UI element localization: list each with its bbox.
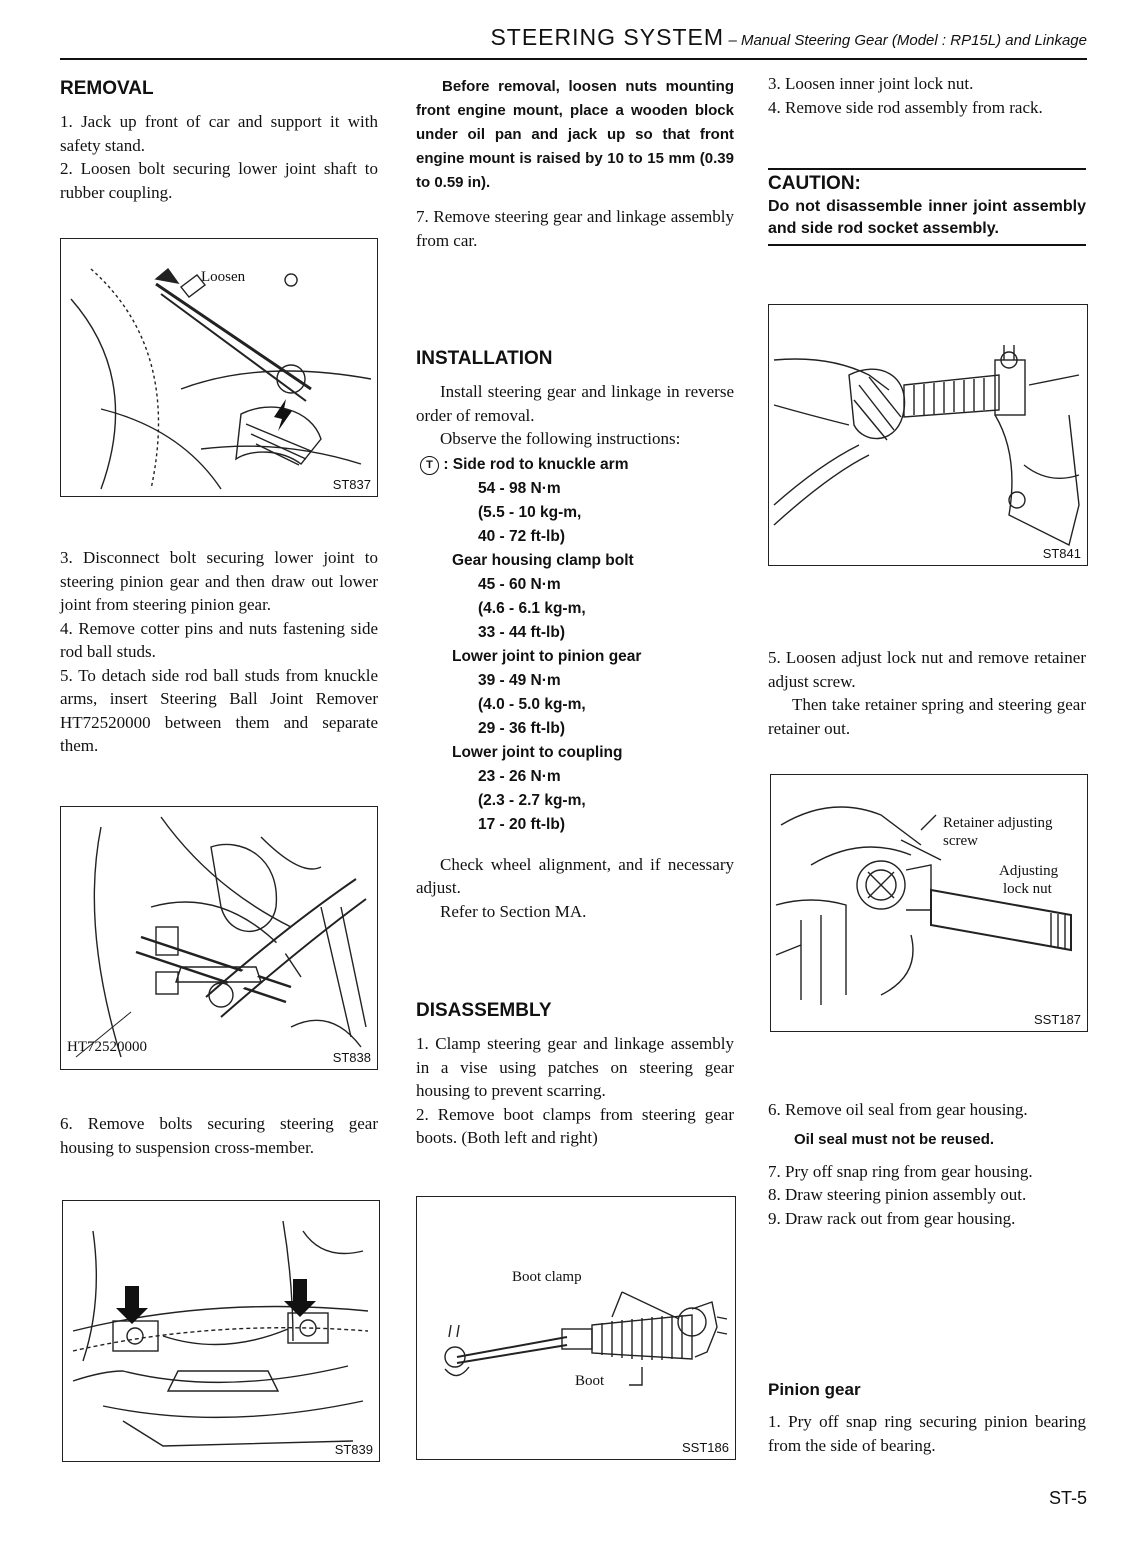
tool-label: HT72520000 — [67, 1039, 147, 1055]
removal-heading: REMOVAL — [60, 78, 154, 99]
torque-item-1 — [420, 453, 734, 477]
removal-step-5: 5. To detach side rod ball studs from knuckle arms, insert Steering Ball Joint Remover HT72520000 between them and separate them. — [60, 665, 378, 755]
figure-id: ST837 — [332, 477, 371, 492]
removal-step-4: 4. Remove cotter pins and nuts fastening side rod ball studs. — [60, 618, 378, 661]
disassembly-step-7: 7. Pry off snap ring from gear housing. — [768, 1161, 1033, 1181]
removal-step-1: 1. Jack up front of car and support it with safety stand. — [60, 112, 378, 155]
removal-step-7: 7. Remove steering gear and linkage assembly from car. — [416, 207, 734, 250]
figure-st838-drawing — [61, 807, 377, 1069]
figure-st838 — [60, 806, 378, 1070]
torque-value: 45 - 60 N·m — [478, 575, 561, 593]
figure-sst187-drawing — [771, 775, 1087, 1031]
torque-value: 40 - 72 ft-lb) — [478, 527, 565, 545]
removal-note-block — [416, 75, 734, 252]
torque-item-title: Lower joint to coupling — [452, 743, 623, 761]
lock-nut-label: Adjusting — [999, 863, 1059, 879]
torque-value: 33 - 44 ft-lb) — [478, 623, 565, 641]
figure-st839 — [62, 1200, 380, 1462]
installation-p4: Refer to Section MA. — [440, 901, 587, 921]
disassembly-step-9: 9. Draw rack out from gear housing. — [768, 1208, 1016, 1228]
disassembly-step-8: 8. Draw steering pinion assembly out. — [768, 1185, 1027, 1204]
installation-p3: Check wheel alignment, and if necessary adjust. — [416, 854, 734, 897]
figure-sst186-drawing — [417, 1197, 735, 1459]
disassembly-step-2: 2. Remove boot clamps from steering gear boots. (Both left and right) — [416, 1104, 734, 1147]
page-number: ST-5 — [1048, 1488, 1087, 1508]
torque-value: 23 - 26 N·m — [478, 767, 561, 785]
figure-id: ST839 — [334, 1442, 373, 1457]
disassembly-heading: DISASSEMBLY — [416, 1000, 552, 1021]
header-rule — [60, 58, 1087, 60]
torque-icon: T — [420, 456, 439, 475]
disassembly-step-5a: 5. Loosen adjust lock nut and remove retainer adjust screw. — [768, 648, 1086, 691]
disassembly-step-1: 1. Clamp steering gear and linkage assembly in a vise using patches on steering gear housing to prevent scarring. — [416, 1034, 734, 1100]
removal-step-6-block — [60, 1112, 378, 1159]
torque-item-title: Gear housing clamp bolt — [452, 551, 634, 569]
retainer-screw-label-2: screw — [943, 833, 978, 849]
torque-value: (4.6 - 6.1 kg-m, — [478, 599, 586, 617]
header-subtitle: – Manual Steering Gear (Model : RP15L) and Linkage — [728, 32, 1087, 49]
disassembly-step-4: 4. Remove side rod assembly from rack. — [768, 97, 1043, 117]
caution-body: Do not disassemble inner joint assembly and side rod socket assembly. — [768, 198, 1086, 237]
boot-clamp-label: Boot clamp — [512, 1269, 582, 1285]
removal-note: Before removal, loosen nuts mounting front engine mount, place a wooden block under oil pan and jack up so that front engine mount is raised by 10 to 15 mm (0.39 to 0.59 in). — [416, 78, 734, 191]
torque-list — [416, 453, 734, 837]
retainer-screw-label: Retainer adjusting — [943, 815, 1053, 831]
removal-step-2: 2. Loosen bolt securing lower joint shaft to rubber coupling. — [60, 159, 378, 202]
header-title: STEERING SYSTEM — [490, 24, 724, 50]
disassembly-steps-6-9 — [768, 1098, 1086, 1230]
removal-steps-3-5 — [60, 546, 378, 758]
figure-id: ST841 — [1042, 546, 1081, 561]
installation-section — [416, 348, 734, 923]
figure-id: SST186 — [682, 1440, 729, 1455]
caution-title: CAUTION: — [768, 173, 861, 194]
boot-label: Boot — [575, 1373, 605, 1389]
loosen-label: Loosen — [201, 269, 246, 285]
torque-value: (5.5 - 10 kg-m, — [478, 503, 582, 521]
oil-seal-note: Oil seal must not be reused. — [794, 1130, 995, 1148]
figure-sst187 — [770, 774, 1088, 1032]
figure-id: SST187 — [1034, 1012, 1081, 1027]
disassembly-steps-3-4 — [768, 72, 1086, 119]
lock-nut-label-2: lock nut — [1003, 881, 1052, 897]
disassembly-section — [416, 1000, 734, 1150]
disassembly-step-6: 6. Remove oil seal from gear housing. — [768, 1100, 1028, 1119]
figure-st841-drawing — [769, 305, 1087, 565]
installation-p1: Install steering gear and linkage in reverse order of removal. — [416, 382, 734, 425]
torque-value: 29 - 36 ft-lb) — [478, 719, 565, 737]
caution-box — [768, 168, 1086, 246]
figure-st839-drawing — [63, 1201, 379, 1461]
torque-item-title: : Side rod to knuckle arm — [443, 455, 629, 473]
pinion-step-1: 1. Pry off snap ring securing pinion bearing from the side of bearing. — [768, 1412, 1086, 1455]
torque-value: (4.0 - 5.0 kg-m, — [478, 695, 586, 713]
pinion-heading: Pinion gear — [768, 1380, 861, 1399]
removal-section — [60, 78, 378, 204]
removal-step-3: 3. Disconnect bolt securing lower joint to steering pinion gear and then draw out lower joint from steering pinion gear. — [60, 548, 378, 614]
torque-value: 39 - 49 N·m — [478, 671, 561, 689]
page-header — [60, 20, 1087, 56]
torque-value: (2.3 - 2.7 kg-m, — [478, 791, 586, 809]
torque-value: 54 - 98 N·m — [478, 479, 561, 497]
disassembly-step-5b: Then take retainer spring and steering gear retainer out. — [768, 695, 1086, 738]
torque-item-title: Lower joint to pinion gear — [452, 647, 642, 665]
installation-p2: Observe the following instructions: — [440, 429, 681, 448]
disassembly-step-5-block — [768, 646, 1086, 740]
figure-sst186 — [416, 1196, 736, 1460]
pinion-section — [768, 1380, 1086, 1457]
figure-st837 — [60, 238, 378, 497]
figure-st841 — [768, 304, 1088, 566]
torque-value: 17 - 20 ft-lb) — [478, 815, 565, 833]
removal-step-6: 6. Remove bolts securing steering gear housing to suspension cross-member. — [60, 1114, 378, 1157]
installation-heading: INSTALLATION — [416, 348, 553, 369]
disassembly-step-3: 3. Loosen inner joint lock nut. — [768, 74, 974, 93]
figure-id: ST838 — [332, 1050, 371, 1065]
